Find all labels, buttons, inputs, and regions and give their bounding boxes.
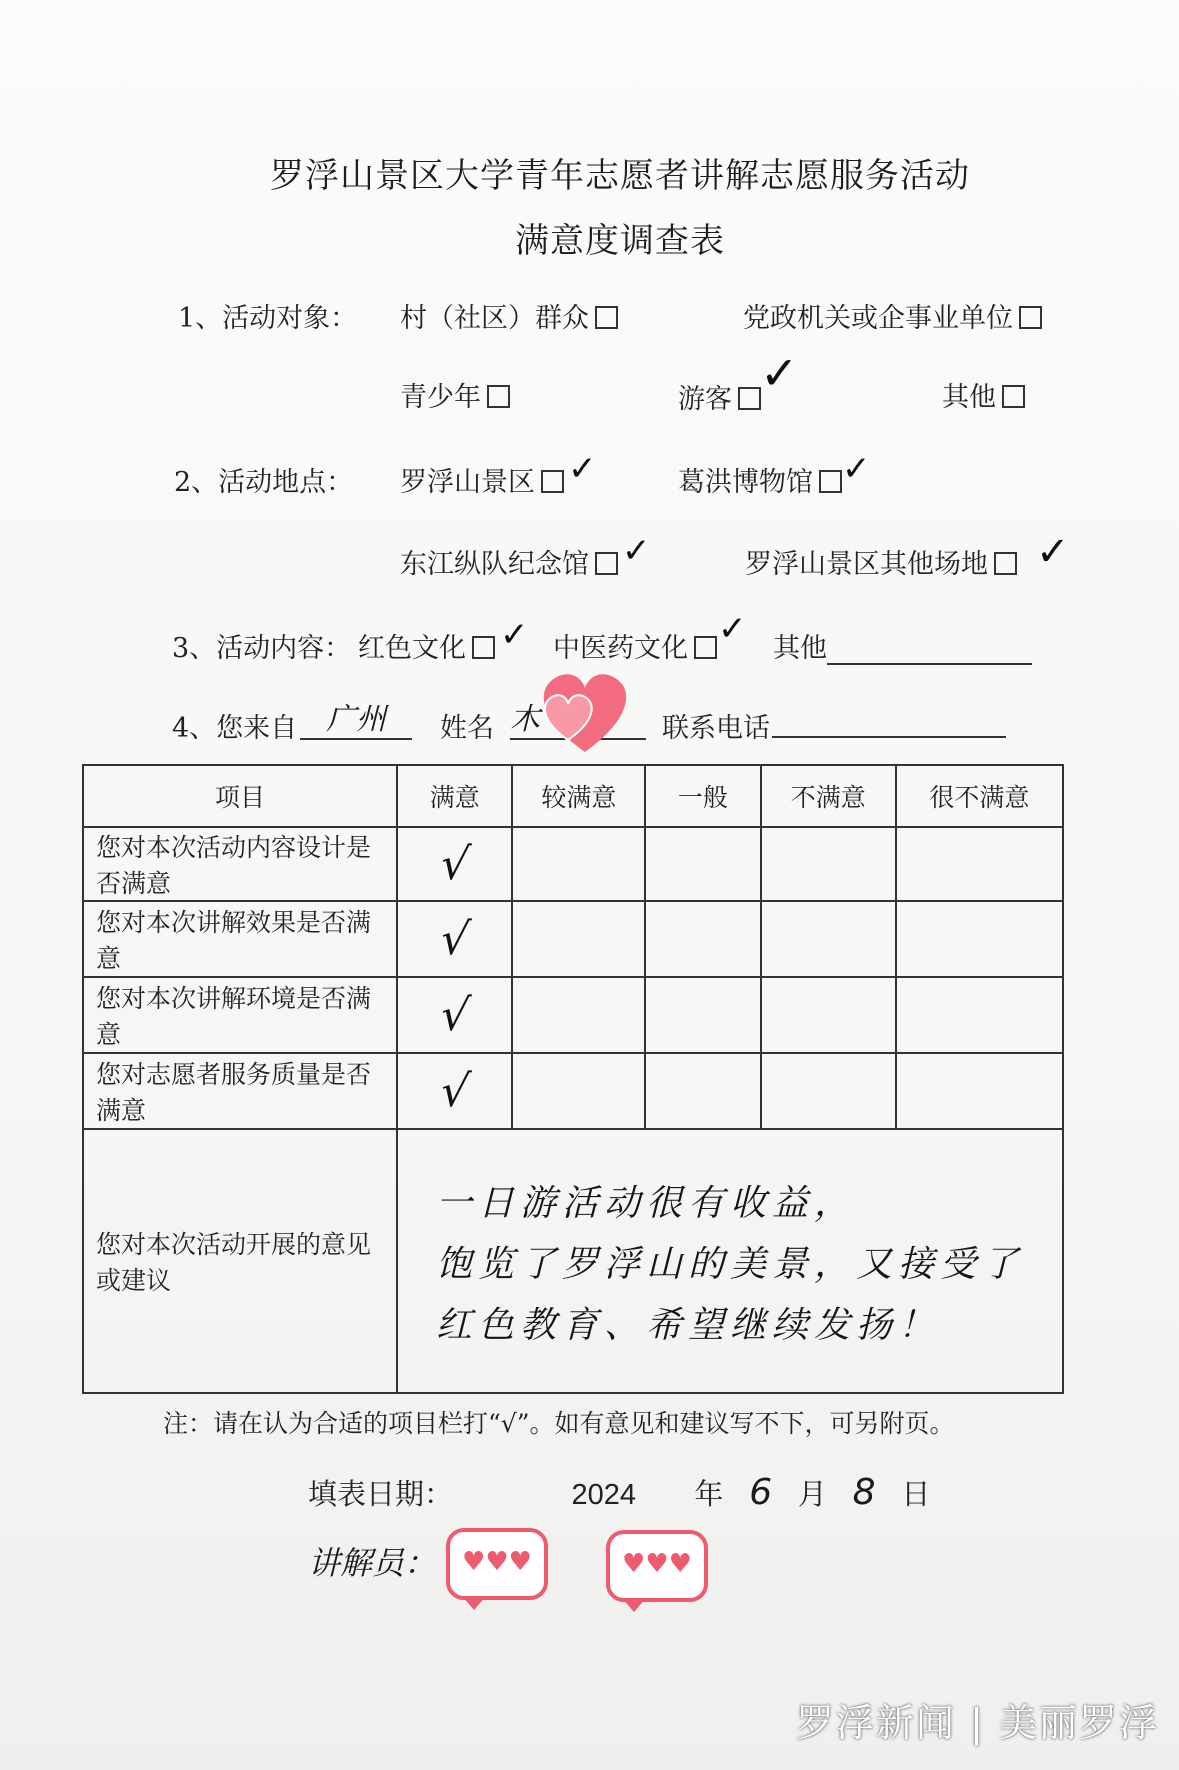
cell-fairly-satisfied[interactable]	[512, 977, 645, 1053]
q1-option-label: 青少年	[400, 382, 481, 413]
q1-option-label: 村（社区）群众	[400, 303, 589, 334]
cell-very-unsatisfied[interactable]	[896, 901, 1063, 977]
cell-average[interactable]	[645, 1053, 761, 1129]
checkbox[interactable]	[472, 636, 495, 659]
checkbox[interactable]	[694, 636, 717, 659]
q1-option-government[interactable]	[743, 296, 1042, 335]
date-label: 填表日期：	[308, 1477, 454, 1511]
q2-option-label: 罗浮山景区	[400, 467, 535, 498]
header-unsatisfied: 不满意	[761, 765, 896, 827]
cell-fairly-satisfied[interactable]	[512, 827, 645, 901]
q1-option-village[interactable]	[400, 296, 618, 335]
footnote: 注：请在认为合适的项目栏打“√”。如有意见和建议写不下，可另附页。	[163, 1409, 955, 1438]
cell-very-unsatisfied[interactable]	[896, 1053, 1063, 1129]
cell-very-unsatisfied[interactable]	[896, 977, 1063, 1053]
checkbox[interactable]	[487, 385, 510, 408]
q1-option-label: 其他	[942, 382, 996, 413]
comment-line: 一日游活动很有收益，	[435, 1182, 856, 1224]
signer-field	[308, 1538, 436, 1584]
checkbox[interactable]	[994, 552, 1017, 575]
row-item-label: 您对志愿者服务质量是否满意	[83, 1053, 397, 1129]
q2-label: 2、活动地点：	[174, 467, 354, 498]
tick-mark: √	[437, 838, 473, 890]
q2-option-gehong-museum[interactable]	[678, 460, 842, 499]
table-row	[83, 977, 1063, 1053]
cell-unsatisfied[interactable]	[761, 1053, 896, 1129]
cell-satisfied[interactable]	[397, 827, 513, 901]
cell-satisfied[interactable]	[397, 1053, 513, 1129]
comment-field[interactable]	[397, 1129, 1063, 1393]
q3-option-label: 红色文化	[358, 633, 466, 664]
table-row	[83, 827, 1063, 901]
sticker-bubble-icon: ♥♥♥	[446, 1528, 548, 1600]
date-day[interactable]: 8	[852, 1472, 876, 1513]
tick-mark: √	[437, 989, 473, 1041]
row-item-label: 您对本次讲解环境是否满意	[83, 977, 397, 1053]
check-mark-icon: ✓	[718, 609, 747, 649]
cell-satisfied[interactable]	[397, 901, 513, 977]
q4-phone-field[interactable]	[772, 706, 1006, 738]
tick-mark: √	[437, 1065, 473, 1117]
comment-line: 饱览了罗浮山的美景，又接受了	[435, 1243, 1024, 1285]
q2-option-label: 葛洪博物馆	[678, 467, 813, 498]
comment-label: 您对本次活动开展的意见或建议	[83, 1129, 397, 1393]
heart-sticker-icon	[530, 660, 640, 760]
q1-option-label: 游客	[678, 384, 732, 415]
other-blank-line[interactable]	[827, 637, 1032, 665]
header-item: 项目	[83, 765, 397, 827]
q4-phone-label: 联系电话	[662, 713, 770, 744]
q4-name-label: 姓名	[440, 713, 494, 744]
q2-option-label: 罗浮山景区其他场地	[745, 549, 988, 580]
q4-from-field[interactable]	[300, 694, 412, 740]
check-mark-icon: ✓	[1036, 529, 1070, 575]
table-row	[83, 901, 1063, 977]
q2-option-other-venue[interactable]	[745, 542, 1017, 581]
q3-option-label: 其他	[773, 633, 827, 664]
date-day-unit: 日	[901, 1477, 931, 1511]
q4-name-value: 木	[510, 694, 646, 740]
watermark: 罗浮新闻 | 美丽罗浮	[796, 1701, 1159, 1745]
q4-from-value: 广州	[300, 694, 412, 740]
q4-from-label: 4、您来自	[172, 713, 298, 744]
q3-option-label: 中医药文化	[553, 633, 688, 664]
date-year-unit: 年	[694, 1477, 724, 1511]
row-item-label: 您对本次活动内容设计是否满意	[83, 827, 397, 901]
cell-satisfied[interactable]	[397, 977, 513, 1053]
header-fairly-satisfied: 较满意	[512, 765, 645, 827]
header-satisfied: 满意	[397, 765, 513, 827]
comment-line: 红色教育、希望继续发扬！	[435, 1304, 940, 1346]
cell-fairly-satisfied[interactable]	[512, 901, 645, 977]
q1-option-tourist[interactable]	[678, 377, 761, 416]
date-month-unit: 月	[797, 1477, 827, 1511]
date-year[interactable]: 2024	[571, 1479, 636, 1511]
checkbox[interactable]	[595, 306, 618, 329]
form-title-line2: 满意度调查表	[515, 221, 725, 261]
fill-date	[308, 1472, 930, 1513]
comment-row	[83, 1129, 1063, 1393]
satisfaction-table	[82, 764, 1064, 1394]
table-row	[83, 1053, 1063, 1129]
cell-average[interactable]	[645, 827, 761, 901]
checkbox[interactable]	[1002, 385, 1025, 408]
cell-average[interactable]	[645, 977, 761, 1053]
signer-label: 讲解员：	[308, 1544, 437, 1582]
check-mark-icon: ✓	[622, 531, 651, 571]
q3-option-red-culture[interactable]	[358, 626, 495, 665]
checkbox[interactable]	[541, 470, 564, 493]
q1-option-youth[interactable]	[400, 375, 510, 414]
q3-label: 3、活动内容：	[172, 633, 352, 664]
tick-mark: √	[437, 913, 473, 965]
check-mark-icon: ✓	[842, 449, 871, 489]
date-month[interactable]: 6	[749, 1472, 773, 1513]
cell-very-unsatisfied[interactable]	[896, 827, 1063, 901]
q2-option-scenic-area[interactable]	[400, 460, 564, 499]
q1-option-other[interactable]	[942, 375, 1025, 414]
q2-option-label: 东江纵队纪念馆	[400, 549, 589, 580]
cell-unsatisfied[interactable]	[761, 901, 896, 977]
cell-fairly-satisfied[interactable]	[512, 1053, 645, 1129]
check-mark-icon: ✓	[568, 449, 597, 489]
q3-option-other[interactable]	[773, 626, 1032, 665]
header-average: 一般	[645, 765, 761, 827]
phone-blank-line[interactable]	[772, 706, 1006, 738]
q1-label: 1、活动对象：	[178, 303, 358, 334]
checkbox[interactable]	[1019, 306, 1042, 329]
header-very-unsatisfied: 很不满意	[896, 765, 1063, 827]
row-item-label: 您对本次讲解效果是否满意	[83, 901, 397, 977]
checkbox[interactable]	[595, 552, 618, 575]
check-mark-icon: ✓	[760, 346, 799, 400]
q1-option-label: 党政机关或企事业单位	[743, 303, 1013, 334]
checkbox[interactable]	[738, 387, 761, 410]
q2-option-dongjiang-memorial[interactable]	[400, 542, 618, 581]
cell-average[interactable]	[645, 901, 761, 977]
form-title-line1: 罗浮山景区大学青年志愿者讲解志愿服务活动	[270, 156, 970, 196]
cell-unsatisfied[interactable]	[761, 977, 896, 1053]
sticker-bubble-icon: ♥♥♥	[606, 1530, 708, 1602]
checkbox[interactable]	[819, 470, 842, 493]
table-header-row	[83, 765, 1063, 827]
check-mark-icon: ✓	[500, 615, 529, 655]
cell-unsatisfied[interactable]	[761, 827, 896, 901]
